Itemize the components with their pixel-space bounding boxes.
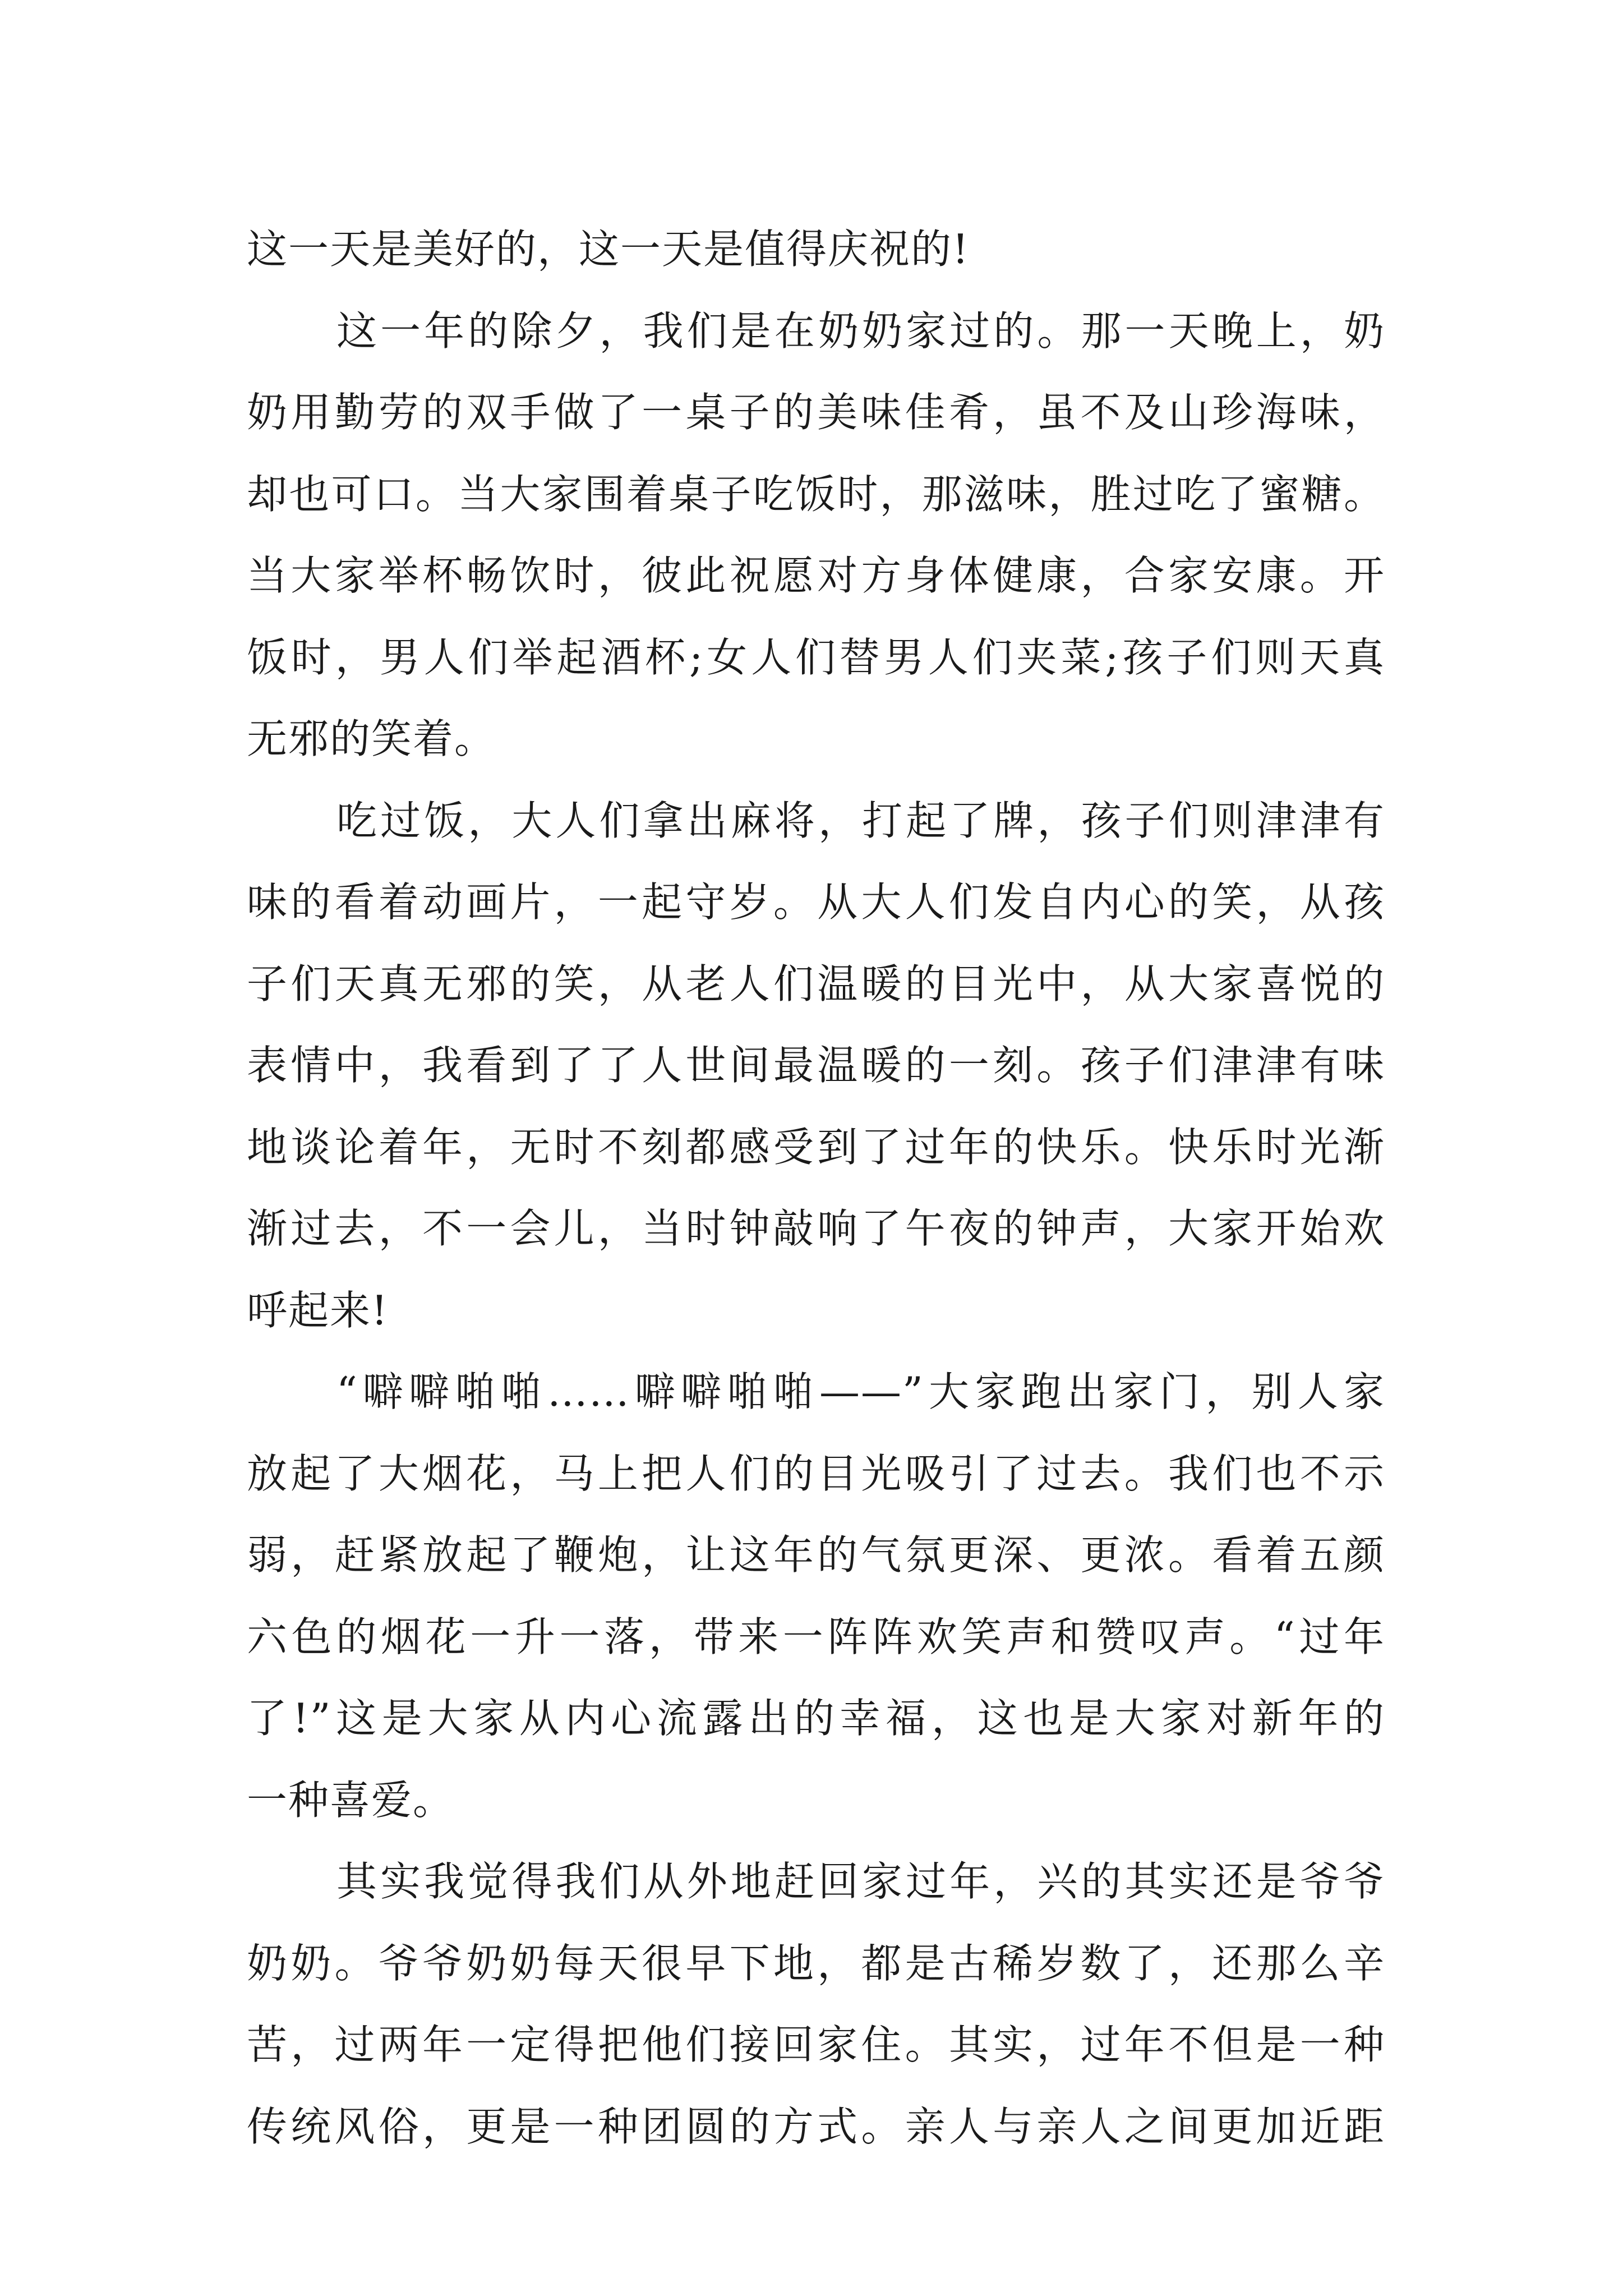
text-line: 子们天真无邪的笑，从老人们温暖的目光中，从大家喜悦的 <box>247 960 1385 1007</box>
text-line: 这一年的除夕，我们是在奶奶家过的。那一天晚上，奶 <box>336 307 1385 355</box>
text-line: 渐过去，不一会儿，当时钟敲响了午夜的钟声，大家开始欢 <box>247 1205 1385 1252</box>
paragraph <box>247 209 1385 291</box>
text-line: 了!”这是大家从内心流露出的幸福，这也是大家对新年的 <box>247 1695 1385 1742</box>
text-line: 传统风俗，更是一种团圆的方式。亲人与亲人之间更加近距 <box>247 2102 1385 2150</box>
text-line: 这一天是美好的，这一天是值得庆祝的! <box>247 226 970 273</box>
text-line: 奶奶。爷爷奶奶每天很早下地，都是古稀岁数了，还那么辛 <box>247 1939 1385 1987</box>
text-line: 其实我觉得我们从外地赶回家过年，兴的其实还是爷爷 <box>336 1858 1385 1905</box>
text-line: 当大家举杯畅饮时，彼此祝愿对方身体健康，合家安康。开 <box>247 552 1385 599</box>
text-line: 放起了大烟花，马上把人们的目光吸引了过去。我们也不示 <box>247 1450 1385 1497</box>
paragraph <box>247 780 1385 1352</box>
text-line: 却也可口。当大家围着桌子吃饭时，那滋味，胜过吃了蜜糖。 <box>247 470 1385 518</box>
text-line: “噼噼啪啪……噼噼啪啪——”大家跑出家门，别人家 <box>336 1368 1385 1415</box>
paragraph <box>247 291 1385 780</box>
paragraph <box>247 1351 1385 1841</box>
text-line: 吃过饭，大人们拿出麻将，打起了牌，孩子们则津津有 <box>336 797 1385 844</box>
paragraph <box>247 1841 1385 2168</box>
text-line: 呼起来! <box>247 1286 389 1334</box>
text-line: 苦，过两年一定得把他们接回家住。其实，过年不但是一种 <box>247 2021 1385 2068</box>
text-line: 无邪的笑着。 <box>247 715 496 762</box>
text-line: 弱，赶紧放起了鞭炮，让这年的气氛更深、更浓。看着五颜 <box>247 1531 1385 1579</box>
text-line: 饭时，男人们举起酒杯;女人们替男人们夹菜;孩子们则天真 <box>247 633 1385 681</box>
text-line: 味的看着动画片，一起守岁。从大人们发自内心的笑，从孩 <box>247 878 1385 926</box>
text-line: 一种喜爱。 <box>247 1776 455 1824</box>
text-line: 地谈论着年，无时不刻都感受到了过年的快乐。快乐时光渐 <box>247 1123 1385 1171</box>
text-line: 奶用勤劳的双手做了一桌子的美味佳肴，虽不及山珍海味， <box>247 389 1385 436</box>
document-body <box>247 209 1385 2168</box>
text-line: 六色的烟花一升一落，带来一阵阵欢笑声和赞叹声。“过年 <box>247 1613 1385 1660</box>
text-line: 表情中，我看到了了人世间最温暖的一刻。孩子们津津有味 <box>247 1042 1385 1089</box>
